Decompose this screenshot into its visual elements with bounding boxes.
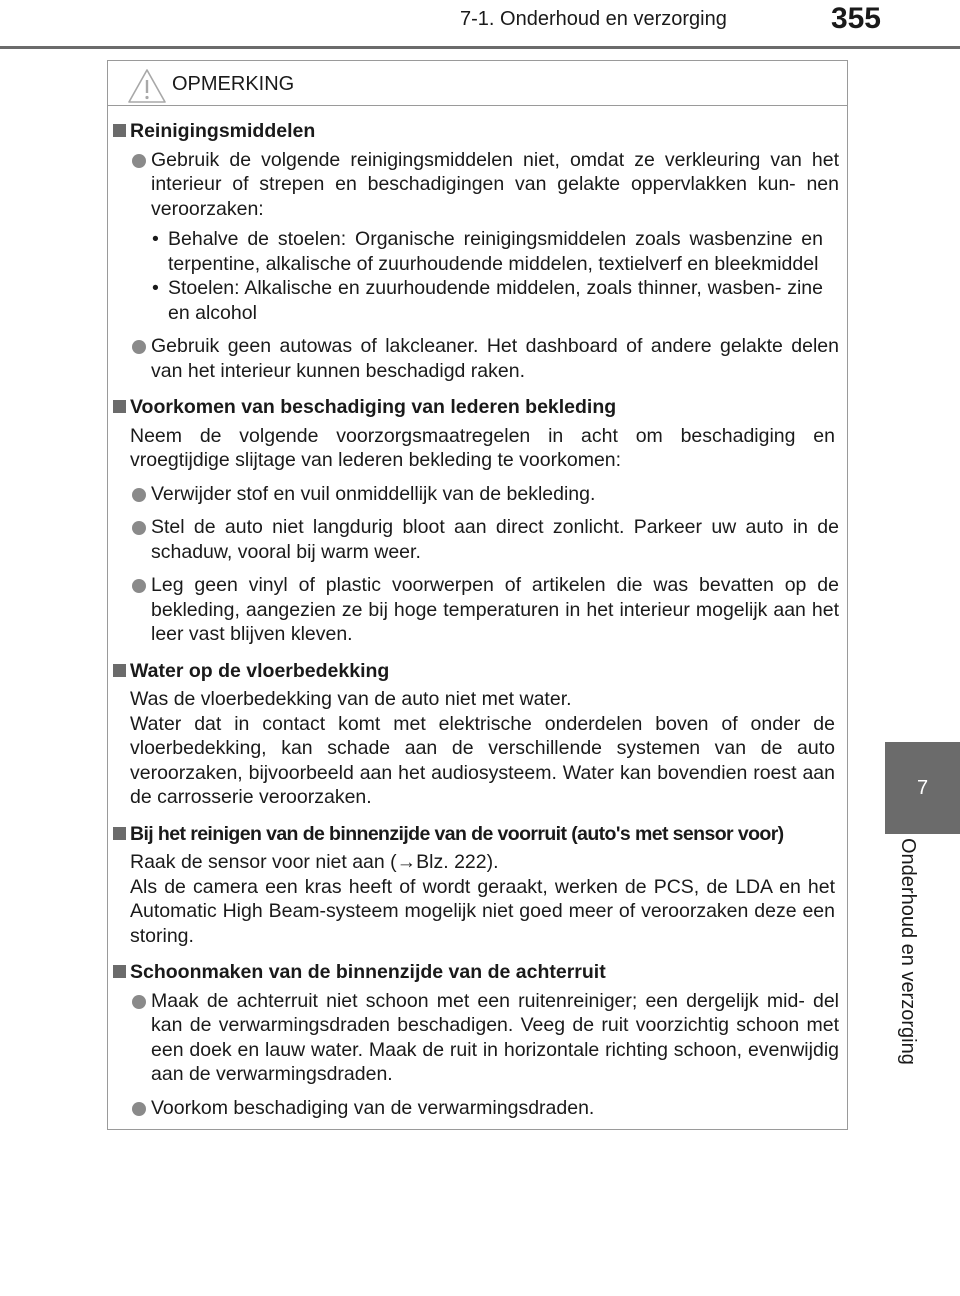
round-bullet-icon	[132, 488, 146, 502]
section-rear-window	[108, 960, 847, 1120]
paragraph: Neem de volgende voorzorgsmaatregelen in acht om beschadiging en vroegtijdige slijtage van lederen bekleding te voorkomen:	[130, 424, 835, 471]
chapter-tab	[885, 742, 960, 834]
section-cleaning-agents	[108, 119, 847, 383]
section-heading: Bij het reinigen van de binnenzijde van de voorruit (auto's met sensor voor)	[108, 822, 847, 847]
section-windshield	[108, 822, 847, 949]
square-bullet-icon	[113, 965, 126, 978]
round-bullet-icon	[132, 579, 146, 593]
warning-triangle-icon	[126, 67, 168, 105]
page-number: 355	[830, 2, 881, 35]
square-bullet-icon	[113, 664, 126, 677]
square-bullet-icon	[113, 124, 126, 137]
list-item: Gebruik geen autowas of lakcleaner. Het dashboard of andere gelakte delen van het interieur kunnen beschadigd raken.	[108, 334, 847, 383]
list-item: Verwijder stof en vuil onmiddellijk van de bekleding.	[108, 482, 847, 507]
paragraph: Was de vloerbedekking van de auto niet met water.	[130, 688, 572, 710]
round-bullet-icon	[132, 1102, 146, 1116]
paragraph: Raak de sensor voor niet aan (→Blz. 222).	[130, 851, 499, 873]
section-heading: Water op de vloerbedekking	[108, 659, 847, 684]
section-heading: Reinigingsmiddelen	[108, 119, 847, 144]
running-header: 7-1. Onderhoud en verzorging	[460, 8, 727, 30]
header-divider	[0, 46, 960, 49]
chapter-side-label	[895, 838, 925, 1078]
chapter-number: 7	[916, 777, 929, 799]
round-bullet-icon	[132, 154, 146, 168]
sub-list-item: • Behalve de stoelen: Organische reinigingsmiddelen zoals wasbenzine en terpentine, alkalische of zuurhoudende middelen, textielverf en bleekmiddel	[152, 228, 823, 275]
section-heading: Schoonmaken van de binnenzijde van de achterruit	[108, 960, 847, 985]
notice-box	[107, 60, 848, 1130]
square-bullet-icon	[113, 827, 126, 840]
paragraph: Als de camera een kras heeft of wordt geraakt, werken de PCS, de LDA en het Automatic High Beam-systeem mogelijk niet goed meer of veroorzaken deze een storing.	[130, 875, 835, 947]
section-water-floor	[108, 659, 847, 810]
section-leather-upholstery	[108, 395, 847, 647]
notice-title: OPMERKING	[172, 73, 295, 95]
section-heading: Voorkomen van beschadiging van lederen bekleding	[108, 395, 847, 420]
small-bullet-icon: •	[152, 277, 159, 299]
round-bullet-icon	[132, 521, 146, 535]
chapter-label: Onderhoud en verzorging	[897, 838, 919, 1065]
list-item: Maak de achterruit niet schoon met een ruitenreiniger; een dergelijk mid- del kan de verwarmingsdraden beschadigen. Veeg de ruit voorzichtig schoon met een doek en lauw water. Maak de ruit in horizontale richting schoon, evenwijdig aan de verwarmingsdraden.	[108, 989, 847, 1087]
notice-header	[108, 61, 847, 106]
list-item: Voorkom beschadiging van de verwarmingsdraden.	[108, 1096, 847, 1121]
round-bullet-icon	[132, 995, 146, 1009]
list-item: Gebruik de volgende reinigingsmiddelen niet, omdat ze verkleuring van het interieur of strepen en beschadigingen van gelakte oppervlakken kun- nen veroorzaken: • Behalve de stoelen: Organische reinigingsmiddelen zoals wasbenzine en terpentine, alkalische of zuurhoudende middelen, textielverf en bleekmiddel • Stoelen: Alkalische en zuurhoudende middelen, zoals thinner, wasben- zine en alcohol	[108, 148, 847, 326]
list-item: Stel de auto niet langdurig bloot aan direct zonlicht. Parkeer uw auto in de schaduw, vooral bij warm weer.	[108, 515, 847, 564]
small-bullet-icon: •	[152, 228, 159, 250]
round-bullet-icon	[132, 340, 146, 354]
notice-content	[108, 119, 847, 1132]
sub-list-item: • Stoelen: Alkalische en zuurhoudende middelen, zoals thinner, wasben- zine en alcohol	[152, 277, 823, 324]
paragraph: Water dat in contact komt met elektrische onderdelen boven of onder de vloerbedekking, kan schade aan de verschillende systemen van de auto veroorzaken, bijvoorbeeld aan het audiosysteem. Water kan bovendien roest aan de carrosserie veroorzaken.	[130, 712, 835, 808]
square-bullet-icon	[113, 400, 126, 413]
list-item: Leg geen vinyl of plastic voorwerpen of artikelen die was bevatten op de bekleding, aangezien ze bij hoge temperaturen in het interieur mogelijk aan het leer vast blijven kleven.	[108, 573, 847, 647]
